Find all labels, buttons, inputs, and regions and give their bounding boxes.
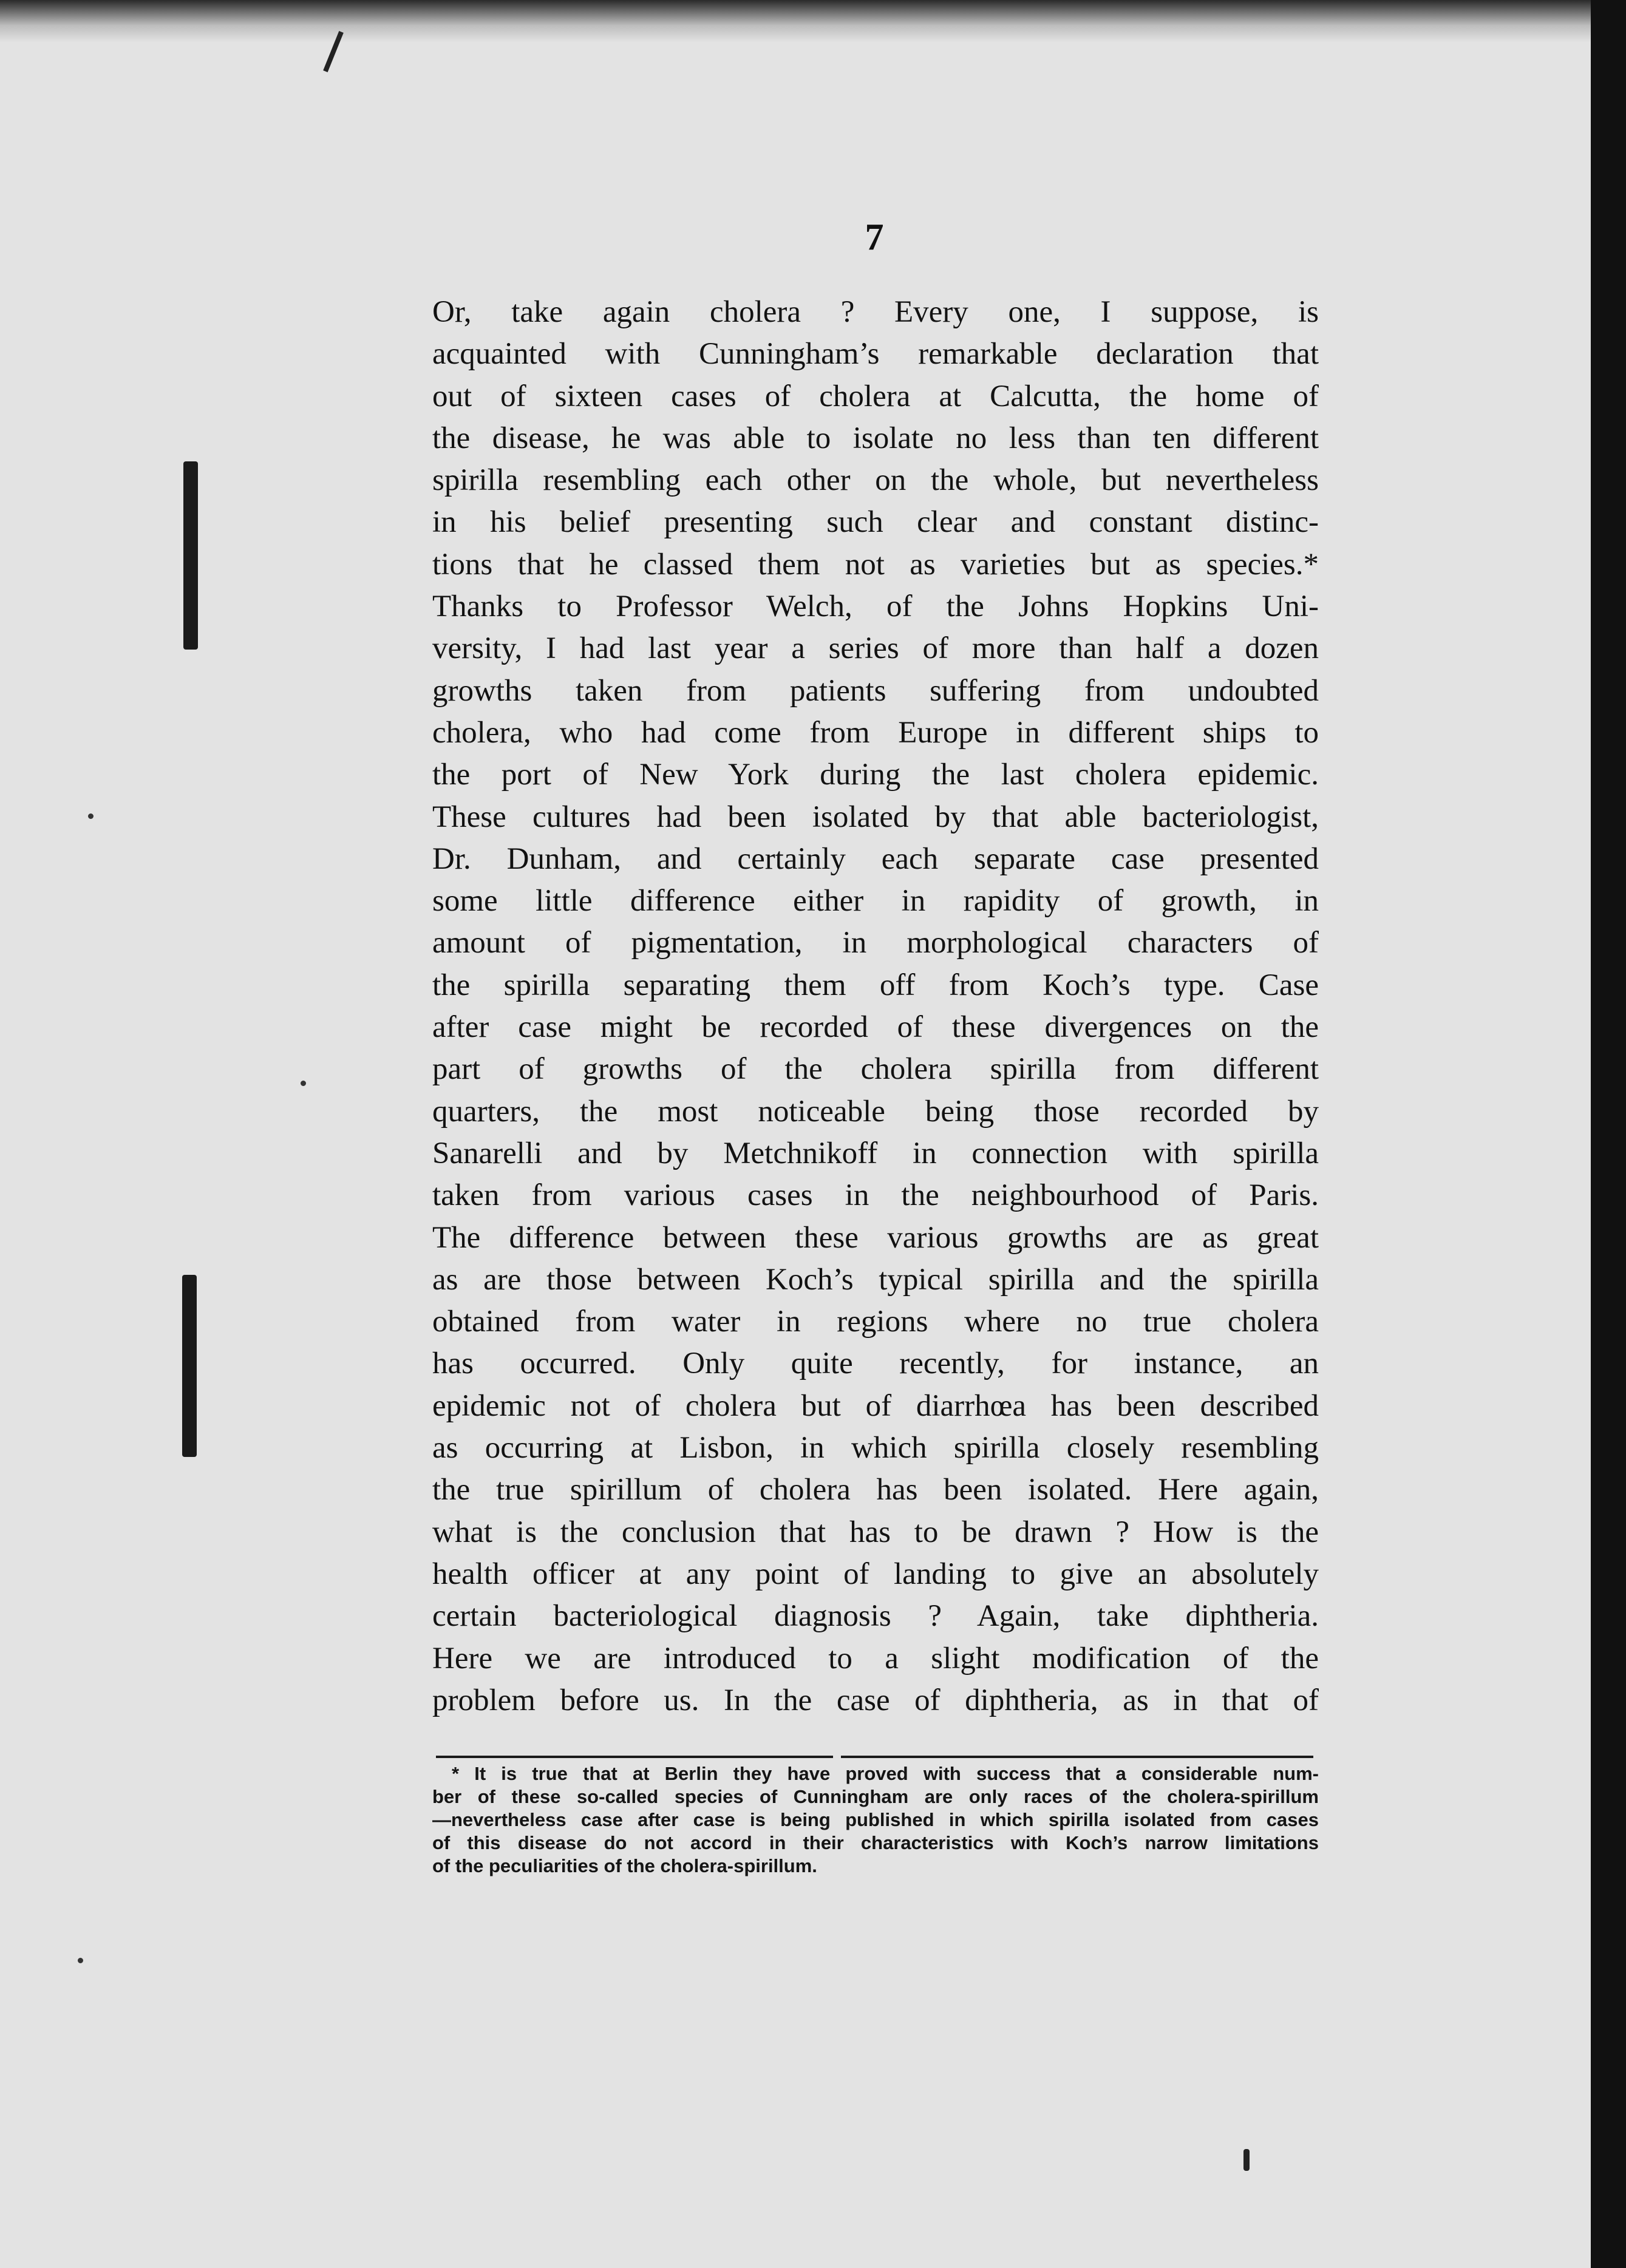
- body-line: certain bacteriological diagnosis ? Again, take diphtheria.: [432, 1599, 1319, 1634]
- speck-mark: [88, 813, 94, 819]
- body-line: cholera, who had come from Europe in different ships to: [432, 715, 1319, 750]
- footnote-line: of the peculiarities of the cholera-spirillum.: [432, 1855, 817, 1876]
- speck-mark: [301, 1081, 306, 1086]
- body-line: the disease, he was able to isolate no less than ten different: [432, 421, 1319, 455]
- body-line: acquainted with Cunningham’s remarkable declaration that: [432, 337, 1319, 372]
- body-line: growths taken from patients suffering from undoubted: [432, 673, 1319, 708]
- footnote: [432, 1762, 1319, 1878]
- body-line: epidemic not of cholera but of diarrhœa has been described: [432, 1388, 1319, 1423]
- body-line: quarters, the most noticeable being those recorded by: [432, 1094, 1319, 1129]
- body-line: problem before us. In the case of diphtheria, as in that of: [432, 1683, 1319, 1717]
- body-line: the spirilla separating them off from Koch’s type. Case: [432, 968, 1319, 1002]
- body-line: has occurred. Only quite recently, for instance, an: [432, 1346, 1319, 1381]
- footnote-line: —nevertheless case after case is being published in which spirilla isolated from cases: [432, 1809, 1319, 1830]
- body-line: taken from various cases in the neighbourhood of Paris.: [432, 1178, 1319, 1213]
- body-line: Dr. Dunham, and certainly each separate case presented: [432, 841, 1319, 876]
- body-line: as occurring at Lisbon, in which spirilla closely resembling: [432, 1431, 1319, 1465]
- body-line: some little difference either in rapidity of growth, in: [432, 884, 1319, 918]
- footnote-line: * It is true that at Berlin they have proved with success that a considerable num-: [452, 1763, 1319, 1784]
- body-line: part of growths of the cholera spirilla from different: [432, 1052, 1319, 1087]
- body-line: out of sixteen cases of cholera at Calcutta, the home of: [432, 379, 1319, 413]
- body-line: Or, take again cholera ? Every one, I suppose, is: [432, 295, 1319, 329]
- body-line: Sanarelli and by Metchnikoff in connection with spirilla: [432, 1136, 1319, 1170]
- body-line: These cultures had been isolated by that able bacteriologist,: [432, 800, 1319, 834]
- page-number: 7: [865, 217, 884, 258]
- body-line: as are those between Koch’s typical spirilla and the spirilla: [432, 1262, 1319, 1297]
- binding-mark-upper: [183, 461, 198, 650]
- body-line: spirilla resembling each other on the whole, but nevertheless: [432, 463, 1319, 498]
- body-line: amount of pigmentation, in morphological characters of: [432, 926, 1319, 960]
- footnote-line: of this disease do not accord in their characteristics with Koch’s narrow limitations: [432, 1832, 1319, 1853]
- scan-edge-shadow: [1591, 0, 1626, 2268]
- body-line: tions that he classed them not as varieties but as species.*: [432, 547, 1319, 582]
- body-line: after case might be recorded of these divergences on the: [432, 1010, 1319, 1045]
- body-text: [432, 291, 1319, 1722]
- top-scan-shadow: [0, 0, 1591, 42]
- body-line: Here we are introduced to a slight modification of the: [432, 1641, 1319, 1676]
- body-line: versity, I had last year a series of more than half a dozen: [432, 631, 1319, 666]
- body-line: health officer at any point of landing to give an absolutely: [432, 1557, 1319, 1591]
- bottom-speck-mark: [1243, 2149, 1250, 2171]
- body-line: what is the conclusion that has to be drawn ? How is the: [432, 1515, 1319, 1549]
- footnote-rule: [436, 1756, 833, 1758]
- body-line: the port of New York during the last cholera epidemic.: [432, 758, 1319, 792]
- speck-mark: [78, 1958, 83, 1963]
- body-line: obtained from water in regions where no true cholera: [432, 1305, 1319, 1339]
- body-line: The difference between these various growths are as great: [432, 1220, 1319, 1255]
- footnote-line: ber of these so-called species of Cunningham are only races of the cholera-spirillum: [432, 1786, 1319, 1807]
- body-line: in his belief presenting such clear and constant distinc-: [432, 505, 1319, 540]
- body-line: Thanks to Professor Welch, of the Johns Hopkins Uni-: [432, 589, 1319, 624]
- footnote-rule: [841, 1756, 1313, 1758]
- binding-mark-lower: [182, 1275, 197, 1457]
- body-line: the true spirillum of cholera has been isolated. Here again,: [432, 1473, 1319, 1507]
